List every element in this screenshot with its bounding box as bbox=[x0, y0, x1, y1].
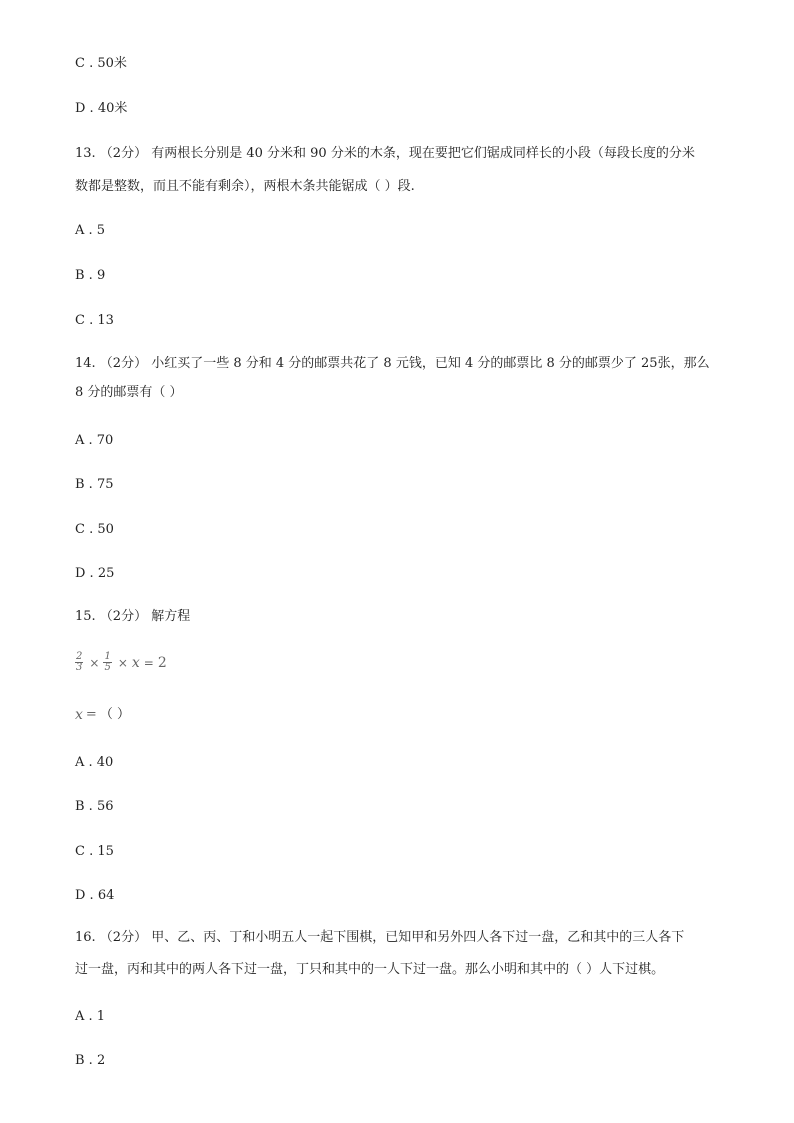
q14-stem-line2: 8 分的邮票有（ ） bbox=[75, 385, 183, 400]
q13-option-c: C . 13 bbox=[75, 313, 114, 328]
q15-option-b: B . 56 bbox=[75, 799, 114, 814]
q13-option-a: A . 5 bbox=[75, 223, 106, 238]
equals-sign: = bbox=[143, 655, 154, 670]
q14-stem-line1: 14. （2分） 小红买了一些 8 分和 4 分的邮票共花了 8 元钱，已知 4 分的邮票比 8 分的邮票少了 25张，那么 bbox=[75, 356, 710, 371]
equation-rhs: 2 bbox=[157, 654, 167, 671]
q14-option-d: D . 25 bbox=[75, 566, 115, 581]
q13-option-b: B . 9 bbox=[75, 268, 106, 283]
variable-x: x bbox=[131, 654, 140, 671]
q16-option-b: B . 2 bbox=[75, 1053, 106, 1068]
q16-option-a: A . 1 bbox=[75, 1009, 106, 1024]
equals-sign: = bbox=[85, 707, 97, 722]
q15-option-a: A . 40 bbox=[75, 755, 114, 770]
q15-option-c: C . 15 bbox=[75, 844, 114, 859]
q14-option-b: B . 75 bbox=[75, 477, 114, 492]
answer-blank: （ ） bbox=[99, 707, 130, 722]
q16-stem-line2: 过一盘，丙和其中的两人各下过一盘，丁只和其中的一人下过一盘。那么小明和其中的（ ）人下过棋。 bbox=[75, 962, 665, 977]
q15-option-d: D . 64 bbox=[75, 888, 115, 903]
fraction-two-thirds bbox=[75, 652, 83, 673]
q13-stem-line2: 数都是整数，而且不能有剩余），两根木条共能锯成（ ）段. bbox=[75, 179, 415, 194]
times-sign: × bbox=[117, 655, 128, 670]
q13-stem-line1: 13. （2分） 有两根长分别是 40 分米和 90 分米的木条，现在要把它们锯成同样长的小段（每段长度的分米 bbox=[75, 146, 695, 161]
variable-x: x bbox=[75, 707, 83, 723]
q14-option-c: C . 50 bbox=[75, 522, 114, 537]
q15-equation bbox=[75, 652, 167, 673]
fraction-numerator: 1 bbox=[104, 651, 111, 662]
fraction-numerator: 2 bbox=[76, 651, 83, 662]
q12-option-d: D . 40米 bbox=[75, 101, 128, 116]
fraction-denominator: 5 bbox=[104, 662, 111, 673]
times-sign: × bbox=[89, 655, 100, 670]
q16-stem-line1: 16. （2分） 甲、乙、丙、丁和小明五人一起下围棋，已知甲和另外四人各下过一盘，乙和其中的三人各下 bbox=[75, 930, 685, 945]
q12-option-c: C . 50米 bbox=[75, 56, 127, 71]
q15-answer-line bbox=[75, 707, 130, 723]
q14-option-a: A . 70 bbox=[75, 433, 114, 448]
fraction-one-fifth bbox=[103, 652, 111, 673]
fraction-denominator: 3 bbox=[76, 662, 83, 673]
q15-stem-line1: 15. （2分） 解方程 bbox=[75, 609, 191, 624]
